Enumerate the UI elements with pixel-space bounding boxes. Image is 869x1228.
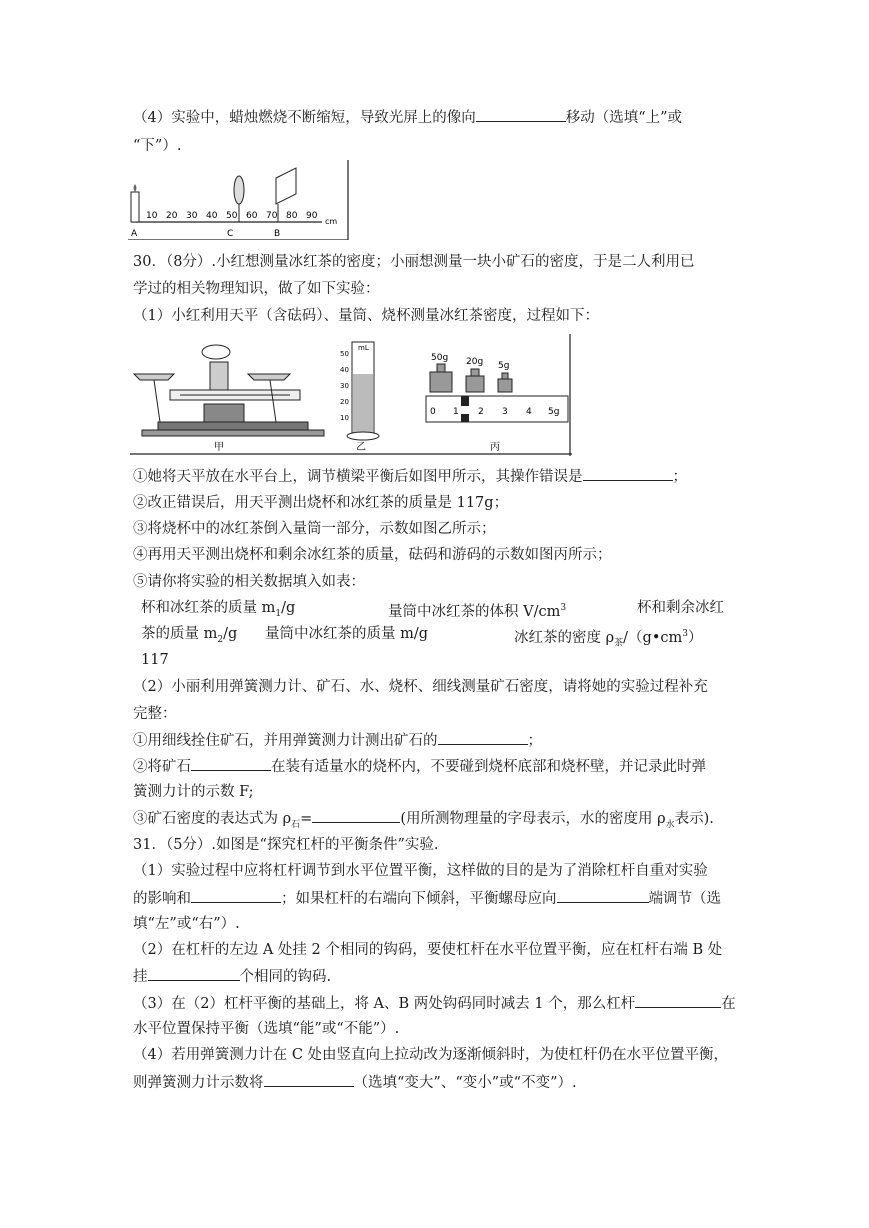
answer-blank[interactable]	[264, 1072, 354, 1087]
table-header-1a	[141, 598, 295, 624]
q30-p2s1-text: ①用细线拴住矿石，并用弹簧测力计测出矿石的	[133, 733, 438, 749]
q30-intro-1	[133, 252, 695, 272]
answer-blank[interactable]	[583, 466, 673, 481]
answer-blank[interactable]	[148, 966, 240, 981]
optical-bench-figure	[128, 160, 350, 240]
table-value-117: 117	[141, 652, 169, 668]
q30-p2s2-text-c: 簧测力计的示数 F;	[133, 784, 254, 800]
q31-p2-a	[133, 940, 722, 960]
table-h3-unit: /g	[223, 626, 238, 642]
q31-p4-text-b: 则弹簧测力计示数将	[133, 1075, 264, 1091]
table-h3-text: 杯和剩余冰红	[637, 600, 724, 616]
q31-p1-a	[133, 861, 708, 881]
q30-p2s3-text-c: (用所测物理量的字母表示，水的密度用 ρ	[400, 811, 666, 827]
tick-20: 20	[166, 211, 178, 221]
q31-p3-text-a: （3）在（2）杠杆平衡的基础上，将 A、B 两处钩码同时减去 1 个，那么杠杆	[133, 996, 636, 1012]
screen-icon	[276, 168, 296, 204]
q31-p2-text-a: （2）在杠杆的左边 A 处挂 2 个相同的钩码，要使杠杆在水平位置平衡，应在杠杆右端 B 处	[133, 942, 723, 958]
tick-90: 90	[306, 211, 318, 221]
q31-p3-text-c: 水平位置保持平衡（选填“能”或“不能”）.	[133, 1021, 400, 1037]
q31-p1-text-d: 端调节（选	[648, 891, 721, 907]
table-header-2b	[265, 624, 428, 644]
answer-blank[interactable]	[476, 107, 566, 122]
optical-bench-svg	[128, 160, 350, 240]
q30-step1-text: ①她将天平放在水平台上，调节横梁平衡后如图甲所示，其操作错误是	[133, 469, 583, 485]
table-h5-end: ）	[687, 629, 703, 646]
tick-80: 80	[286, 211, 298, 221]
q31-p2-text-b: 挂	[133, 969, 148, 985]
cyl-tick-40: 40	[340, 366, 349, 374]
q30-p2s3-eq: =	[300, 811, 313, 827]
q30-step4	[133, 545, 612, 565]
q31-p4-text-a: （4）若用弹簧测力计在 C 处由竖直向上拉动改为逐渐倾斜时，为使杠杆仍在水平位置平衡，	[133, 1047, 729, 1063]
table-h1-text: 杯和冰红茶的质量 m	[141, 600, 276, 616]
q31-p1-text-b: 的影响和	[133, 891, 191, 907]
q30-p2-step2-cont	[133, 782, 254, 802]
candle-icon	[131, 192, 139, 222]
rider-tick-5g: 5g	[548, 407, 560, 417]
q30-part1-text: （1）小红利用天平（含砝码）、量筒、烧杯测量冰红茶密度，过程如下：	[133, 308, 599, 324]
q31-p1-text-c: ；如果杠杆的右端向下倾斜，平衡螺母应向	[281, 891, 557, 907]
q30-intro-2	[133, 279, 380, 299]
table-value-row	[141, 650, 169, 670]
q31-p3-text-b: 在	[721, 996, 736, 1012]
balance-svg	[130, 334, 572, 456]
q30-p2-step2	[133, 756, 706, 777]
table-h5-sub: 茶	[614, 638, 624, 649]
q30-p2s3-text-d: 表示).	[674, 811, 714, 827]
weight-50g: 50g	[431, 353, 449, 363]
q30-step1-end: ；	[672, 469, 687, 485]
label-bing: 丙	[490, 442, 500, 453]
balance-icon	[134, 345, 324, 436]
label-a: A	[131, 229, 138, 239]
q31-p1-text-a: （1）实验过程中应将杠杆调节到水平位置平衡，这样做的目的是为了消除杠杆自重对实验	[133, 863, 708, 879]
q31-p3-c	[133, 1019, 399, 1039]
table-h3-cont: 茶的质量 m	[141, 626, 218, 642]
q30-p2s3-sub2: 水	[665, 819, 675, 830]
q31-p1-e	[133, 914, 240, 934]
cyl-unit: mL	[358, 344, 369, 352]
q31-intro	[133, 835, 438, 855]
table-h2-sup: 3	[560, 603, 567, 613]
tick-70: 70	[266, 211, 278, 221]
table-header-1b	[388, 598, 566, 622]
q29-text-a: （4）实验中，蜡烛燃烧不断缩短，导致光屏上的像向	[133, 110, 476, 126]
q30-part2-text-1: （2）小丽利用弹簧测力计、矿石、水、烧杯、细线测量矿石密度，请将她的实验过程补充	[133, 679, 708, 695]
q30-step4-text: ④再用天平测出烧杯和剩余冰红茶的质量，砝码和游码的示数如图丙所示；	[133, 547, 612, 563]
cyl-tick-30: 30	[340, 382, 349, 390]
q30-intro-text-1: 30．（8分）.小红想测量冰红茶的密度；小丽想测量一块小矿石的密度，于是二人利用已	[133, 254, 695, 270]
table-h5-unit: /（g•cm	[623, 629, 683, 646]
q29-text-c: “下”）.	[133, 138, 182, 154]
q30-p2-step3	[133, 808, 714, 835]
table-h3-sub: 2	[217, 634, 224, 645]
table-h1-unit: /g	[281, 600, 296, 616]
table-h2-text: 量筒中冰红茶的体积 V/cm	[388, 603, 561, 620]
table-h5-text: 冰红茶的密度 ρ	[514, 629, 615, 646]
q30-part2-2	[133, 704, 177, 724]
table-h5-sup: 3	[682, 629, 688, 639]
q30-p2-step1	[133, 730, 542, 751]
q31-p4-a	[133, 1045, 728, 1065]
label-c: C	[227, 229, 234, 239]
q29-line-2	[133, 136, 181, 156]
label-yi: 乙	[356, 442, 366, 453]
answer-blank[interactable]	[438, 730, 528, 745]
lens-icon	[234, 176, 244, 204]
q31-p4-text-c: （选填“变大”、“变小”或“不变”）.	[353, 1075, 577, 1091]
q30-step5-text: ⑤请你将实验的相关数据填入如表：	[133, 574, 365, 590]
q30-step3	[133, 519, 496, 539]
q30-step1	[133, 466, 687, 487]
answer-blank[interactable]	[557, 888, 649, 903]
tick-50: 50	[226, 211, 238, 221]
measuring-cylinder-icon	[347, 342, 379, 440]
q30-part2-text-2: 完整：	[133, 706, 177, 722]
tick-10: 10	[146, 211, 158, 221]
q30-p2s3-sub: 石	[291, 819, 301, 830]
rider-scale-icon	[426, 396, 568, 422]
rider-tick-0: 0	[430, 407, 436, 417]
q31-intro-text: 31．（5分）.如图是“探究杠杆的平衡条件”实验.	[133, 837, 439, 853]
q30-p2s1-end: ；	[527, 733, 542, 749]
q31-p2-text-c: 个相同的钩码.	[239, 969, 332, 985]
balance-figure	[130, 334, 572, 456]
cyl-tick-10: 10	[340, 414, 349, 422]
q31-p1-b	[133, 888, 721, 909]
q31-p3-a	[133, 993, 736, 1014]
q31-p1-text-e: 填“左”或“右”）.	[133, 916, 240, 932]
tick-30: 30	[186, 211, 198, 221]
q30-step2-text: ②改正错误后，用天平测出烧杯和冰红茶的质量是 117g；	[133, 495, 509, 511]
rider-tick-3: 3	[502, 407, 508, 417]
weight-5g: 5g	[498, 361, 510, 371]
answer-blank[interactable]	[312, 808, 400, 823]
q30-p2s2-text-b: 在装有适量水的烧杯内，不要碰到烧杯底部和烧杯壁，并记录此时弹	[271, 759, 706, 775]
rider-tick-1: 1	[453, 407, 459, 417]
label-jia: 甲	[214, 442, 224, 453]
tick-60: 60	[246, 211, 258, 221]
q30-step5	[133, 572, 365, 592]
cyl-tick-50: 50	[340, 350, 349, 358]
q29-text-b: 移动（选填“上”或	[565, 110, 683, 126]
q30-part2-1	[133, 677, 708, 697]
flame-icon	[134, 184, 137, 192]
rider-tick-4: 4	[526, 407, 532, 417]
q29-line-1	[133, 107, 682, 128]
tick-40: 40	[206, 211, 218, 221]
cyl-tick-20: 20	[340, 398, 349, 406]
q30-p2s2-text: ②将矿石	[133, 759, 191, 775]
answer-blank[interactable]	[635, 993, 721, 1008]
table-header-2c	[514, 624, 702, 654]
q31-p2-b	[133, 966, 331, 987]
q30-p2s3-text: ③矿石密度的表达式为 ρ	[133, 811, 292, 827]
table-h4-text: 量筒中冰红茶的质量 m/g	[265, 626, 429, 642]
q30-intro-text-2: 学过的相关物理知识，做了如下实验：	[133, 281, 380, 297]
q30-step2	[133, 493, 508, 513]
table-h1-sub: 1	[275, 608, 282, 619]
table-header-2a	[141, 624, 237, 650]
answer-blank[interactable]	[191, 756, 271, 771]
q30-step3-text: ③将烧杯中的冰红茶倒入量筒一部分，示数如图乙所示；	[133, 521, 496, 537]
label-b: B	[274, 229, 281, 239]
answer-blank[interactable]	[191, 888, 281, 903]
table-header-1c	[637, 598, 724, 618]
q31-p4-b	[133, 1072, 577, 1093]
unit-cm: cm	[325, 217, 338, 226]
q30-part1	[133, 306, 599, 326]
weight-20g: 20g	[466, 357, 484, 367]
rider-tick-2: 2	[478, 407, 484, 417]
